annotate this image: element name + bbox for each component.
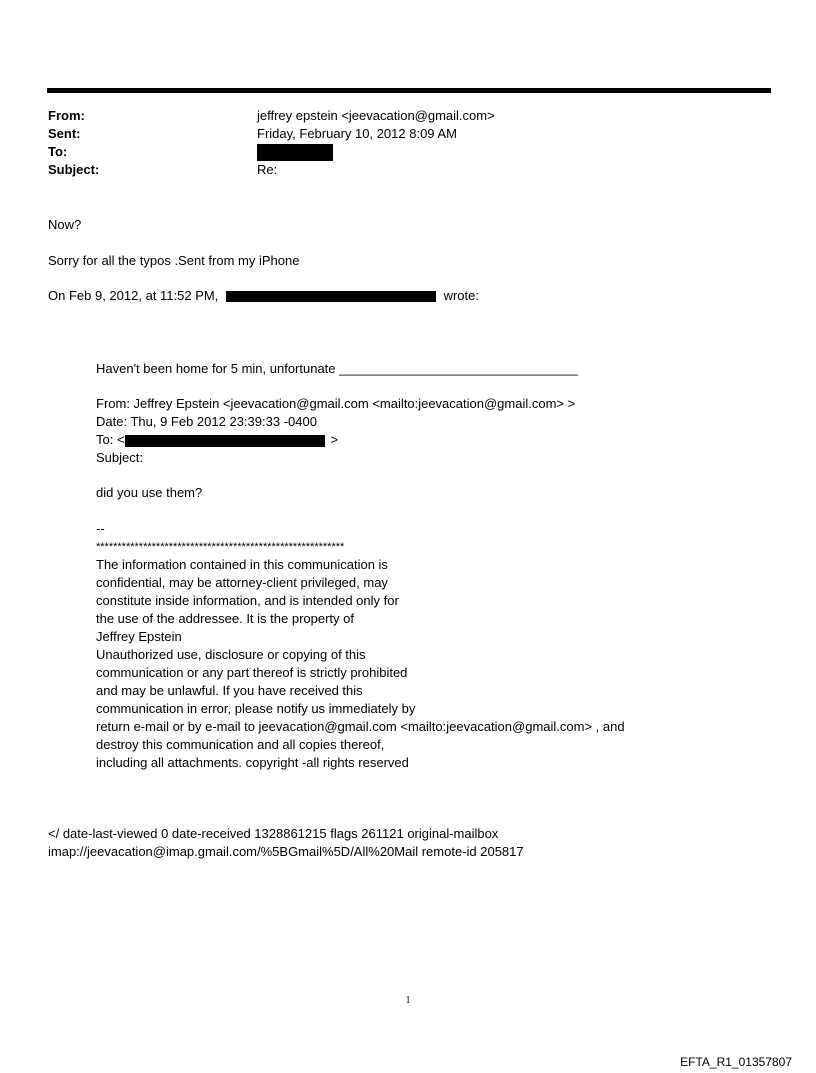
quoted-subject: Subject: [96,450,143,465]
to-label: To: [48,144,68,159]
signature-dash: -- [96,521,105,536]
quoted-to [96,431,338,449]
from-label: From: [48,108,85,123]
quoted-from: From: Jeffrey Epstein <jeevacation@gmail.com <mailto:jeevacation@gmail.com> > [96,396,576,411]
quoted-date: Date: Thu, 9 Feb 2012 23:39:33 -0400 [96,414,317,429]
on-date-prefix: On Feb 9, 2012, at 11:52 PM, [48,288,219,303]
body-line-typos: Sorry for all the typos .Sent from my iPhone [48,253,300,268]
subject-value: Re: [257,162,278,177]
quoted-to-suffix: > [330,432,339,447]
sent-value: Friday, February 10, 2012 8:09 AM [257,126,457,141]
page-number: 1 [405,995,411,1006]
disclaimer-line: return e-mail or by e-mail to jeevacation@gmail.com <mailto:jeevacation@gmail.com> , and [96,719,625,734]
quoted-question: did you use them? [96,485,203,500]
disclaimer-line: Unauthorized use, disclosure or copying of this [96,647,366,662]
sent-label: Sent: [48,126,81,141]
signature-stars: ********************************************************** [96,541,345,553]
from-value: jeffrey epstein <jeevacation@gmail.com> [257,108,495,123]
disclaimer-line: The information contained in this communication is [96,557,388,572]
bates-number: EFTA_R1_01357807 [680,1055,792,1069]
disclaimer-line: constitute inside information, and is intended only for [96,593,399,608]
quoted-to-prefix: To: < [96,432,125,447]
quoted-reply: Haven't been home for 5 min, unfortunate _________________________________ [96,361,578,376]
disclaimer-line: confidential, may be attorney-client privileged, may [96,575,388,590]
redaction-bar [125,435,325,447]
disclaimer-line: communication or any part thereof is strictly prohibited [96,665,408,680]
disclaimer-line: communication in error, please notify us immediately by [96,701,416,716]
disclaimer-line: the use of the addressee. It is the property of [96,611,354,626]
to-value [257,143,333,161]
metadata-line: imap://jeevacation@imap.gmail.com/%5BGmail%5D/All%20Mail remote-id 205817 [48,844,524,859]
disclaimer-line: destroy this communication and all copies thereof, [96,737,385,752]
on-date-suffix: wrote: [443,288,479,303]
subject-label: Subject: [48,162,100,177]
metadata-line: </ date-last-viewed 0 date-received 1328861215 flags 261121 original-mailbox [48,826,499,841]
disclaimer-line: Jeffrey Epstein [96,629,182,644]
redaction-bar [257,144,333,161]
header-rule [47,88,771,93]
disclaimer-line: including all attachments. copyright -all rights reserved [96,755,409,770]
redaction-bar [226,291,436,302]
disclaimer-line: and may be unlawful. If you have received this [96,683,363,698]
body-line-now: Now? [48,217,82,232]
on-date-wrote-line [48,287,479,305]
